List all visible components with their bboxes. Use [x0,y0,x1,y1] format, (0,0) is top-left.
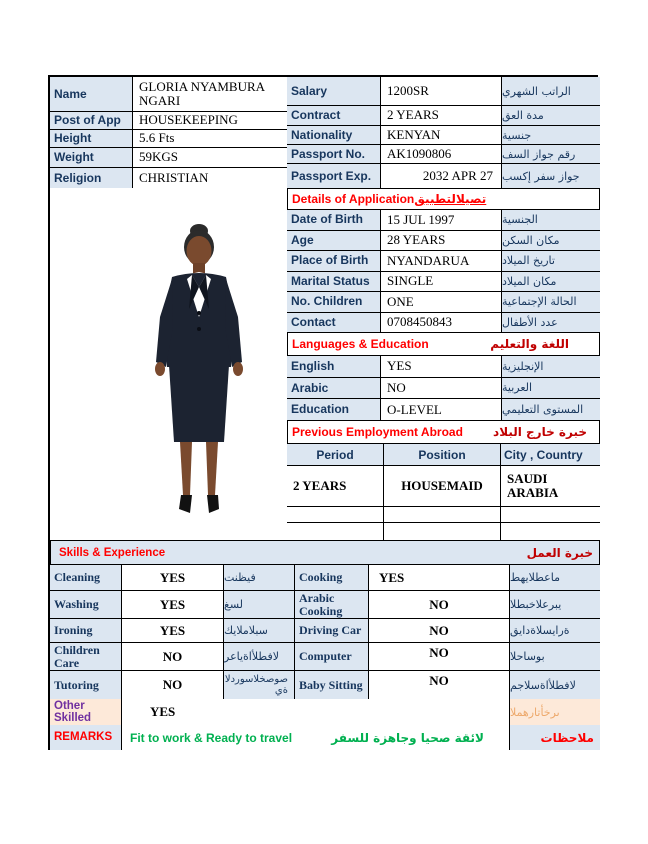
weight-value: 59KGS [133,148,287,167]
salary-value: 1200SR [381,77,501,105]
washing-label: Washing [50,591,121,618]
salary-label: Salary [287,77,380,105]
employment-city: SAUDI ARABIA [501,466,600,506]
remarks-label: REMARKS [50,725,121,750]
english-arabic: الإنجليزية [502,356,600,377]
children-care-arabic: لافطلأاةياعر [224,643,294,670]
other-skilled-arabic: ىرخأتارهملا [510,699,600,725]
computer-value: NO [369,643,509,670]
contract-arabic: مدة العق [502,106,600,125]
driving-car-label: Driving Car [295,619,368,642]
details-header-en: Details of Application [292,192,415,206]
employment-city-3 [501,523,600,540]
other-skilled-row [50,699,600,725]
cleaning-value: YES [122,565,223,590]
employment-period-3 [287,523,383,540]
nationality-label: Nationality [287,126,380,144]
passport-exp-value: 2032 APR 27 [381,164,501,188]
washing-arabic: لسغ [224,591,294,618]
marital-value: SINGLE [381,272,501,292]
english-label: English [287,356,380,377]
employment-table [287,444,600,540]
arabic-value: NO [381,378,501,399]
remarks-value-cell [122,725,509,750]
contact-label: Contact [287,313,380,333]
employment-city-2 [501,507,600,522]
employment-period-2 [287,507,383,522]
tutoring-value: NO [122,671,223,699]
marital-label: Marital Status [287,272,380,292]
children-label: No. Children [287,292,380,312]
employment-period: 2 YEARS [287,466,383,506]
passport-no-label: Passport No. [287,145,380,163]
ironing-label: Ironing [50,619,121,642]
weight-label: Weight [50,148,132,167]
employment-header [287,420,600,444]
contact-value: 0708450843 [381,313,501,333]
contact-arabic: عدد الأطفال [502,313,600,333]
other-skilled-value: YES [122,699,509,725]
english-value: YES [381,356,501,377]
details-header-ar: تصيلالتطبيق [414,192,487,206]
education-label: Education [287,399,380,420]
age-arabic: مكان السكن [502,231,600,251]
height-value: 5.6 Fts [133,130,287,147]
arabic-cooking-value: NO [369,591,509,618]
employment-header-en: Previous Employment Abroad [292,425,463,439]
baby-sitting-arabic: لافطلأاةسلاجم [510,671,600,699]
salary-arabic: الراتب الشهري [502,77,600,105]
height-label: Height [50,130,132,147]
pob-label: Place of Birth [287,251,380,271]
position-column-header: Position [384,444,500,465]
passport-no-value: AK1090806 [381,145,501,163]
children-care-label: Children Care [50,643,121,670]
cleaning-label: Cleaning [50,565,121,590]
languages-table [287,356,600,420]
languages-header [287,332,600,356]
post-label: Post of App [50,112,132,129]
contract-label: Contract [287,106,380,125]
baby-sitting-label: Baby Sitting [295,671,368,699]
remarks-value-en: Fit to work & Ready to travel [130,730,293,745]
biodata-sheet [48,75,598,750]
computer-label: Computer [295,643,368,670]
children-care-value: NO [122,643,223,670]
remarks-row [50,725,600,750]
passport-exp-label: Passport Exp. [287,164,380,188]
employment-header-ar: خبرة خارج البلاد [493,425,587,439]
pob-arabic: تاريخ الميلاد [502,251,600,271]
skills-band-ar: خبرة العمل [526,545,593,560]
dob-value: 15 JUL 1997 [381,210,501,230]
name-value: GLORIA NYAMBURA NGARI [133,77,287,111]
dob-label: Date of Birth [287,210,380,230]
driving-car-arabic: ةرايسلاةدايق [510,619,600,642]
washing-value: YES [122,591,223,618]
cooking-value: YES [369,565,509,590]
post-value: HOUSEKEEPING [133,112,287,129]
dob-arabic: الجنسية [502,210,600,230]
city-country-column-header: City , Country [501,444,600,465]
age-label: Age [287,231,380,251]
arabic-arabic: العربية [502,378,600,399]
employment-position: HOUSEMAID [384,466,500,506]
cleaning-arabic: فيظنت [224,565,294,590]
remarks-arabic: ملاحظات [510,725,600,750]
computer-arabic: بوساحلا [510,643,600,670]
offer-table [287,77,600,188]
marital-arabic: مكان الميلاد [502,272,600,292]
name-label: Name [50,77,132,111]
education-value: O-LEVEL [381,399,501,420]
profile-table [50,77,287,188]
arabic-cooking-label: Arabic Cooking [295,591,368,618]
languages-header-en: Languages & Education [292,337,429,351]
arabic-label: Arabic [287,378,380,399]
remarks-value-ar: لائقة صحيا وجاهزة للسفر [331,730,484,745]
details-header [287,188,600,210]
driving-car-value: NO [369,619,509,642]
age-value: 28 YEARS [381,231,501,251]
religion-value: CHRISTIAN [133,168,287,188]
employment-position-3 [384,523,500,540]
period-column-header: Period [287,444,383,465]
arabic-cooking-arabic: يبرعلاخبطلا [510,591,600,618]
children-value: ONE [381,292,501,312]
employment-position-2 [384,507,500,522]
ironing-value: YES [122,619,223,642]
cooking-arabic: ماعطلايهط [510,565,600,590]
details-table [287,210,600,332]
tutoring-label: Tutoring [50,671,121,699]
nationality-value: KENYAN [381,126,501,144]
pob-value: NYANDARUA [381,251,501,271]
skills-table [50,565,600,699]
contract-value: 2 YEARS [381,106,501,125]
skills-band-en: Skills & Experience [59,546,166,559]
languages-header-ar: اللغة والتعليم [490,337,569,351]
passport-no-arabic: رقم جواز السف [502,145,600,163]
applicant-photo [132,217,267,517]
tutoring-arabic: صوصخلاسوردلا ةي [224,671,294,699]
other-skilled-label: Other Skilled [50,699,121,725]
cooking-label: Cooking [295,565,368,590]
religion-label: Religion [50,168,132,188]
baby-sitting-value: NO [369,671,509,699]
ironing-arabic: سبلاملايك [224,619,294,642]
education-arabic: المستوى التعليمي [502,399,600,420]
passport-exp-arabic: جواز سفر إكسب [502,164,600,188]
nationality-arabic: جنسية [502,126,600,144]
children-arabic: الحالة الإجتماعية [502,292,600,312]
skills-band [50,540,600,565]
